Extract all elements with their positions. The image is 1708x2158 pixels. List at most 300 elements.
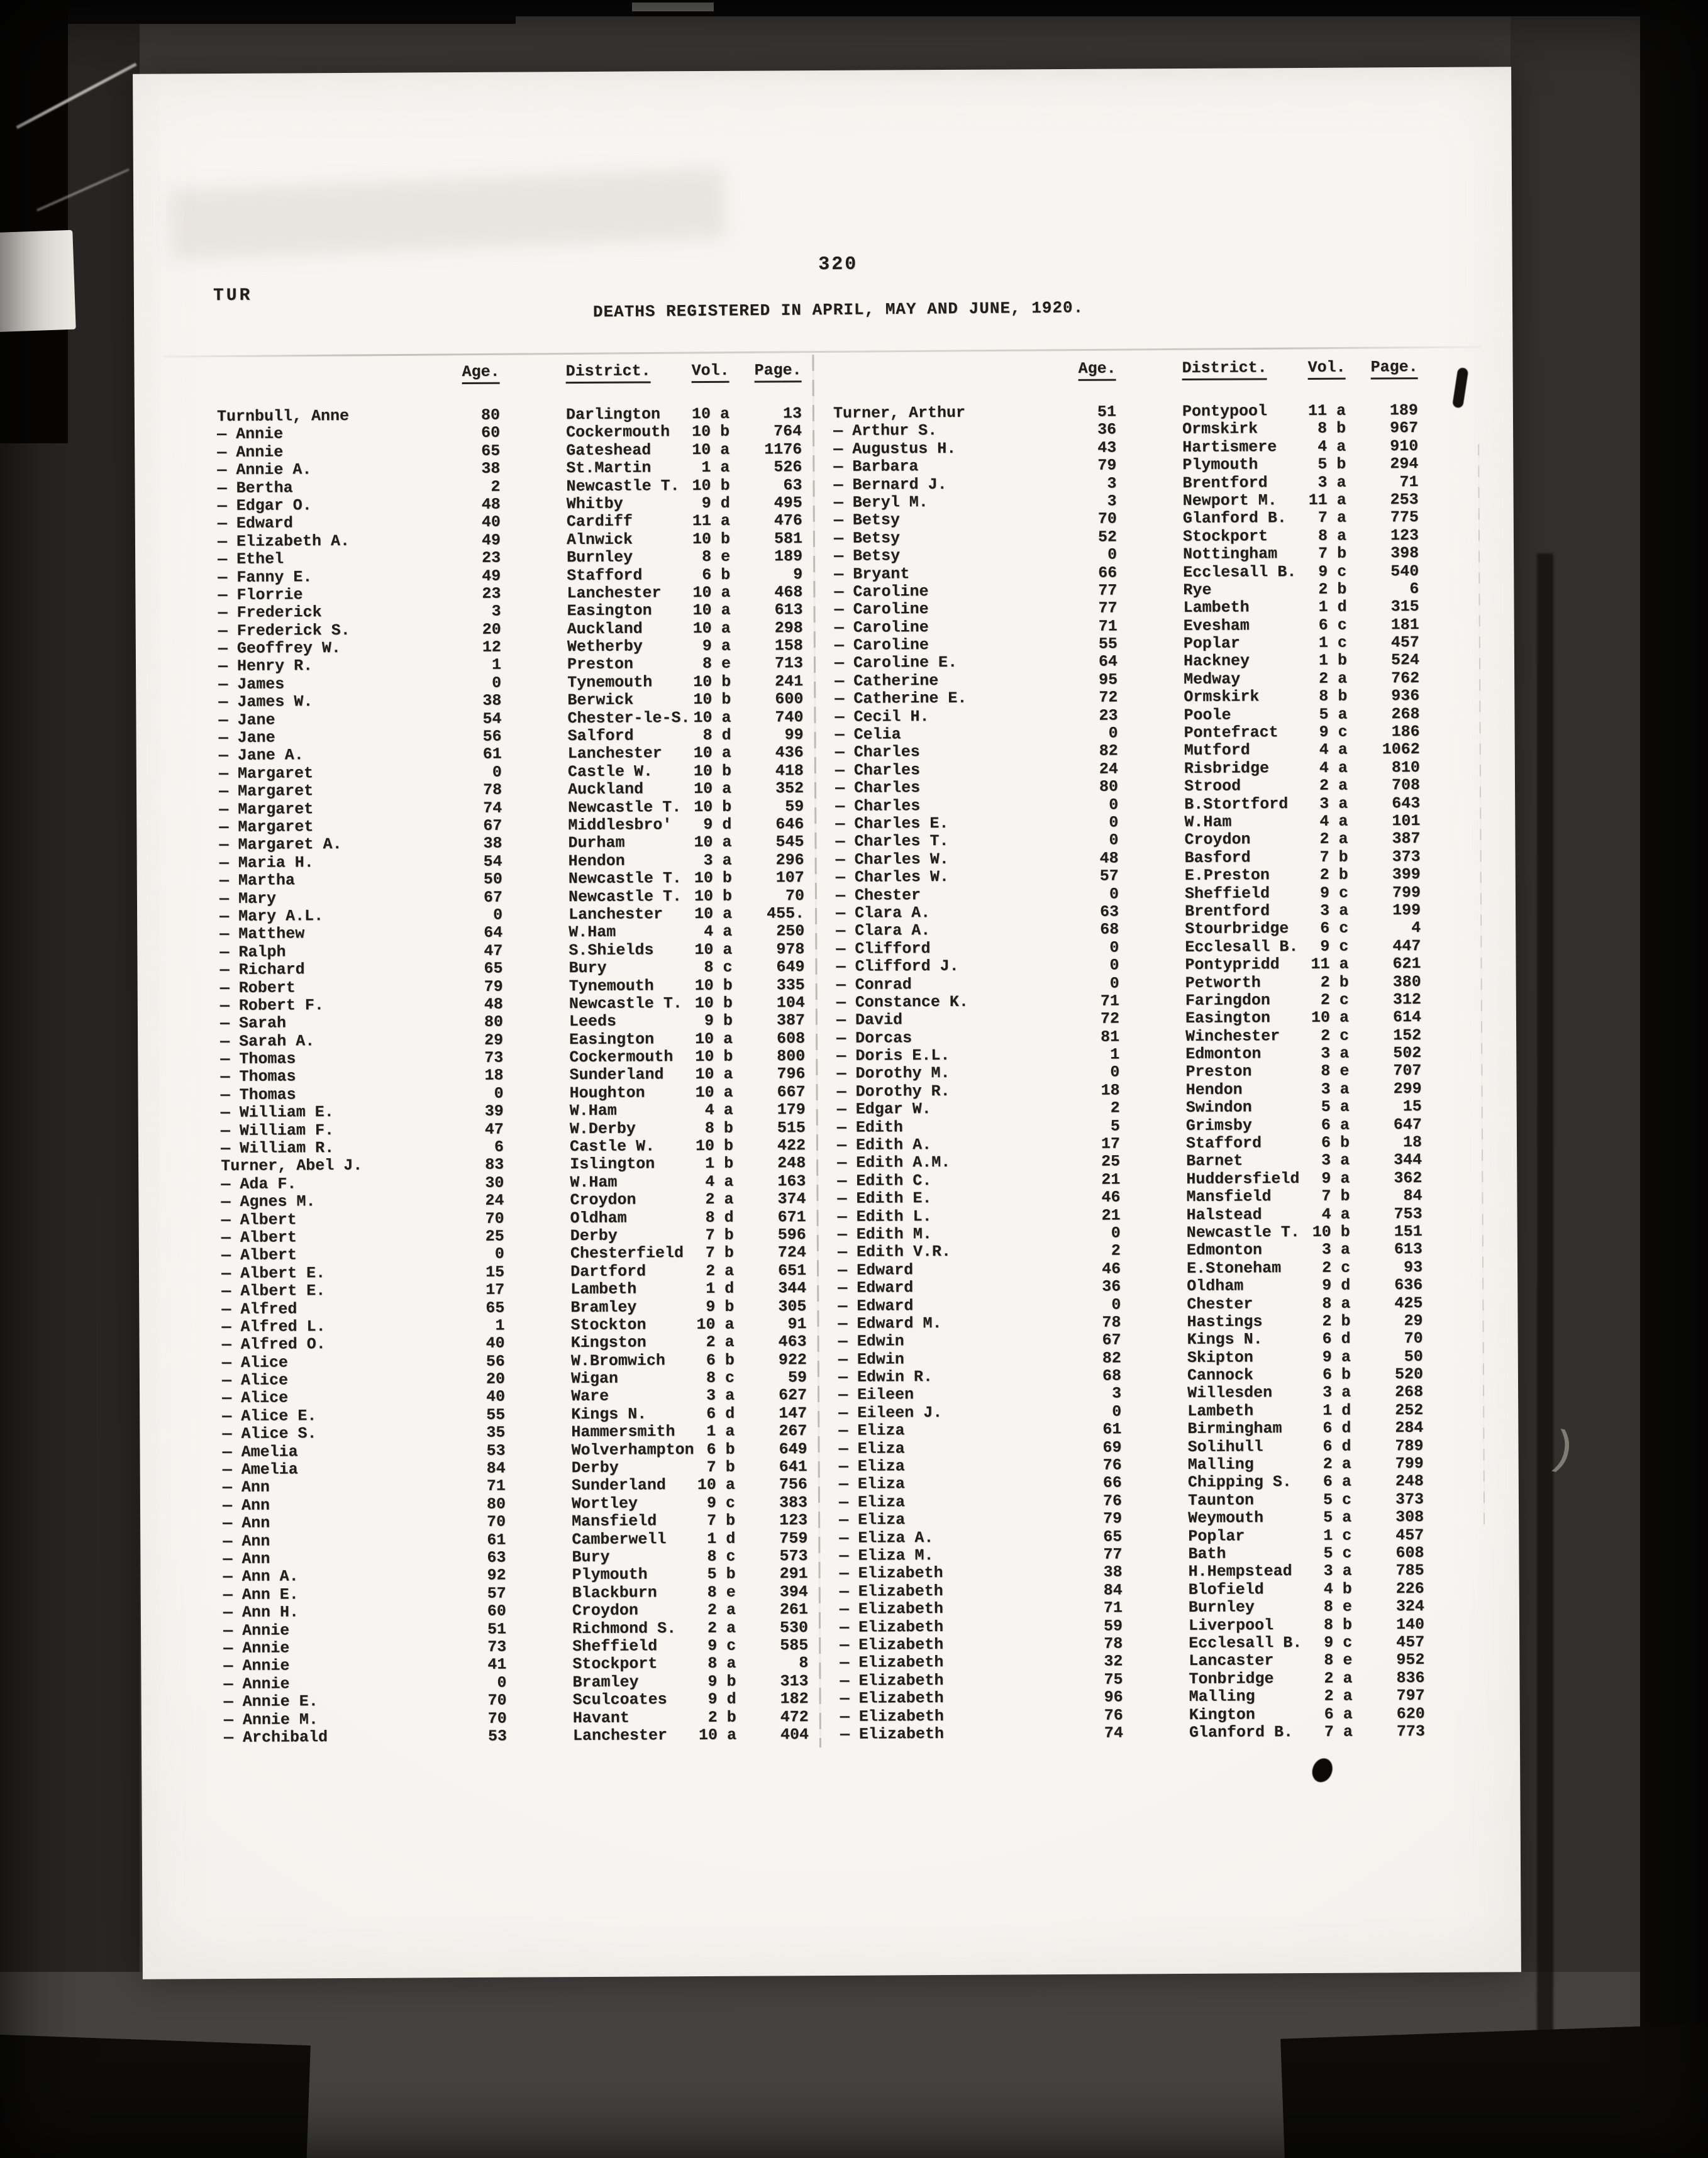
page-cell: 530 <box>779 1618 809 1637</box>
header-spacer <box>499 362 565 407</box>
vol-cell: 9 a <box>702 636 731 656</box>
spacer-cell <box>1117 582 1183 600</box>
spacer-cell <box>506 1620 572 1639</box>
vol-cell: 10 a <box>695 1083 733 1102</box>
vol-cell: 4 a <box>1319 741 1348 760</box>
age-cell: 71 <box>1100 992 1119 1010</box>
age-cell: 0 <box>493 905 503 924</box>
age-cell: 40 <box>486 1388 506 1407</box>
vol-cell: 8 d <box>705 1208 734 1227</box>
spacer-cell <box>1116 403 1182 421</box>
age-cell: 68 <box>1100 920 1119 939</box>
spacer-cell <box>500 478 566 496</box>
age-cell: 63 <box>1099 902 1119 921</box>
age-cell: 51 <box>487 1620 507 1639</box>
page-cell: 140 <box>1395 1615 1425 1634</box>
name-cell: — Edward M. <box>838 1314 942 1333</box>
spacer-cell <box>1121 1439 1187 1457</box>
age-cell: 0 <box>494 1245 504 1264</box>
vol-cell: 7 b <box>706 1458 735 1477</box>
name-cell: — Dorothy M. <box>836 1064 950 1083</box>
page-cell: 344 <box>778 1279 807 1298</box>
page-cell: 910 <box>1390 436 1419 456</box>
page-cell: 520 <box>1394 1365 1424 1384</box>
page-cell: 649 <box>776 958 805 977</box>
vol-cell: 10 b <box>694 868 732 888</box>
district-cell: E.Stoneham <box>1186 1258 1282 1278</box>
page-cell: 398 <box>1390 544 1419 563</box>
district-cell: Medway <box>1184 670 1241 689</box>
vol-cell: 9 c <box>707 1636 736 1655</box>
name-cell: — Annie A. <box>217 460 312 480</box>
spacer-cell <box>1121 1296 1187 1314</box>
district-cell: Sculcoates <box>572 1690 667 1710</box>
vol-cell: 4 a <box>704 922 733 941</box>
age-cell: 2 <box>1111 1241 1121 1260</box>
district-cell: Wetherby <box>567 637 643 656</box>
page-cell: 627 <box>779 1386 807 1405</box>
name-cell: — Frederick <box>218 603 322 622</box>
district-cell: Sheffield <box>1184 883 1270 903</box>
vol-cell: 6 a <box>1324 1705 1353 1724</box>
name-cell: — Clifford J. <box>836 957 959 977</box>
spacer-cell <box>504 1263 570 1281</box>
name-cell: — Edith C. <box>837 1171 932 1190</box>
name-cell: — Frederick S. <box>218 621 350 640</box>
vol-cell: 2 a <box>1319 776 1348 795</box>
vol-cell: 3 a <box>703 851 732 870</box>
name-cell: — Elizabeth <box>840 1707 944 1726</box>
spacer-cell <box>501 602 567 621</box>
name-cell: — Alice <box>221 1371 289 1390</box>
spacer-cell <box>1119 1028 1185 1046</box>
age-cell: 17 <box>485 1280 505 1299</box>
page-cell: 596 <box>777 1226 806 1244</box>
district-cell: Chester-le-S. <box>567 708 690 728</box>
age-cell: 71 <box>486 1477 506 1496</box>
vol-cell: 2 b <box>1318 580 1347 599</box>
spacer-cell <box>1121 1314 1187 1332</box>
spacer-cell <box>1119 975 1185 993</box>
district-cell: Stockport <box>572 1654 658 1674</box>
vol-cell: 2 a <box>705 1190 734 1209</box>
name-cell: — Cecil H. <box>835 707 929 726</box>
spacer-cell <box>1123 1617 1189 1635</box>
page-cell: 123 <box>1390 526 1419 545</box>
name-cell: — Doris E.L. <box>836 1046 950 1065</box>
district-cell: Strood <box>1184 777 1241 796</box>
vol-cell: 3 a <box>1323 1562 1352 1581</box>
vol-cell: 10 b <box>694 976 733 995</box>
name-cell: — Edgar O. <box>217 496 312 516</box>
vol-cell: 8 e <box>702 547 731 567</box>
page-cell: 179 <box>777 1100 806 1119</box>
spacer-cell <box>1121 1260 1187 1278</box>
spacer-cell <box>504 1085 570 1103</box>
vol-cell: 3 a <box>1319 794 1348 813</box>
spacer-cell <box>1117 707 1184 725</box>
spacer-cell <box>505 1424 571 1442</box>
district-cell: Tynemouth <box>567 673 653 692</box>
age-cell: 0 <box>1109 956 1119 975</box>
page-cell: 1176 <box>764 440 802 459</box>
vol-cell: 8 e <box>1324 1651 1353 1670</box>
page-cell: 63 <box>783 475 802 494</box>
page-cell: 472 <box>780 1707 809 1726</box>
district-cell: Bramley <box>570 1298 637 1317</box>
spacer-cell <box>505 1370 571 1388</box>
spacer-cell <box>1122 1456 1188 1475</box>
right-divider-line <box>1478 445 1485 1526</box>
page-cell: 785 <box>1395 1561 1424 1580</box>
district-cell: Mansfield <box>572 1512 657 1531</box>
page-cell: 248 <box>1395 1472 1424 1491</box>
spacer-cell <box>1116 456 1182 475</box>
page-cell: 299 <box>1393 1079 1422 1098</box>
district-cell: E.Preston <box>1184 866 1270 885</box>
district-cell: Chipping S. <box>1187 1473 1292 1492</box>
district-cell: Havant <box>572 1708 629 1727</box>
spacer-cell <box>504 1192 570 1210</box>
page-cell: 152 <box>1393 1026 1422 1044</box>
age-cell: 81 <box>1101 1027 1120 1046</box>
spacer-cell <box>1123 1599 1189 1617</box>
spacer-cell <box>502 870 568 888</box>
name-header-spacer <box>216 363 449 408</box>
name-cell: — Caroline <box>834 600 929 619</box>
vol-cell: 6 d <box>1323 1419 1351 1438</box>
page-cell: 620 <box>1396 1704 1425 1723</box>
district-cell: Easington <box>569 1030 655 1049</box>
margin-scratch-mark: ) <box>1543 1422 1582 1480</box>
district-cell: Dartford <box>570 1262 646 1281</box>
name-cell: — William E. <box>220 1103 334 1122</box>
age-cell: 64 <box>1098 653 1118 672</box>
age-cell: 46 <box>1101 1188 1121 1207</box>
vol-cell: 10 b <box>692 529 731 548</box>
spacer-cell <box>1122 1528 1188 1546</box>
age-cell: 49 <box>482 567 501 585</box>
vol-cell: 8 a <box>1322 1294 1351 1313</box>
vol-cell: 3 a <box>1321 1044 1350 1063</box>
spacer-cell <box>502 799 568 817</box>
name-cell: — Albert E. <box>221 1281 326 1301</box>
district-cell: Nottingham <box>1183 545 1278 564</box>
age-cell: 78 <box>1104 1634 1123 1653</box>
name-cell: — Edith E. <box>837 1189 932 1209</box>
name-cell: — Bertha <box>217 478 293 497</box>
page-cell: 241 <box>775 672 804 691</box>
spacer-cell <box>1119 992 1185 1010</box>
page-cell: 799 <box>1392 883 1421 902</box>
page-cell: 387 <box>776 1011 806 1030</box>
name-cell: — Caroline E. <box>834 653 958 673</box>
district-cell: Rye <box>1183 580 1212 599</box>
vol-cell: 9 d <box>701 494 730 512</box>
spacer-cell <box>501 531 567 550</box>
vol-column-header: Vol. <box>1307 358 1345 402</box>
name-cell: — Catherine <box>835 671 939 690</box>
name-cell: — Charles <box>835 778 921 798</box>
spacer-cell <box>505 1334 571 1353</box>
district-cell: Barnet <box>1186 1151 1243 1171</box>
district-cell: Poplar <box>1188 1527 1245 1546</box>
district-cell: Darlington <box>565 405 661 424</box>
scan-edge-notch <box>0 230 76 333</box>
page-cell: 313 <box>780 1671 809 1691</box>
spacer-cell <box>1118 742 1184 760</box>
name-cell: — Beryl M. <box>833 493 928 512</box>
page-cell: 447 <box>1392 936 1421 956</box>
vol-cell: 6 b <box>1322 1365 1351 1384</box>
spacer-cell <box>507 1691 573 1710</box>
age-cell: 0 <box>1107 545 1117 564</box>
name-cell: — Margaret <box>219 799 314 819</box>
name-cell: — Thomas <box>220 1049 296 1069</box>
district-cell: Lanchester <box>567 744 662 763</box>
name-cell: — Albert <box>221 1210 297 1229</box>
district-cell: Sheffield <box>572 1637 658 1656</box>
vol-cell: 11 a <box>1311 954 1349 974</box>
age-cell: 74 <box>483 799 502 817</box>
district-cell: Bramley <box>572 1673 639 1691</box>
vol-cell: 8 b <box>1323 1615 1353 1634</box>
age-cell: 65 <box>484 959 503 978</box>
district-cell: Kingston <box>570 1333 646 1353</box>
vol-cell: 10 a <box>692 619 731 638</box>
district-cell: Plymouth <box>572 1565 648 1585</box>
name-cell: — Alfred L. <box>221 1317 326 1336</box>
age-cell: 36 <box>1102 1277 1121 1296</box>
page-cell: 713 <box>774 654 804 673</box>
name-cell: — Elizabeth <box>839 1600 943 1619</box>
vol-cell: 10 a <box>692 440 730 459</box>
age-cell: 2 <box>491 477 501 496</box>
page-cell: 104 <box>776 993 805 1012</box>
spacer-cell <box>503 1031 569 1049</box>
spacer-cell <box>506 1585 572 1603</box>
scan-bottom-left-shadow <box>0 2034 311 2158</box>
district-cell: Liverpool <box>1188 1615 1274 1635</box>
name-cell: — Eliza <box>839 1510 906 1530</box>
age-cell: 40 <box>485 1334 505 1353</box>
age-cell: 57 <box>1099 866 1119 885</box>
district-cell: Bury <box>572 1547 610 1567</box>
vol-cell: 10 a <box>694 833 732 852</box>
district-cell: Middlesbro' <box>568 816 672 835</box>
spacer-cell <box>1119 939 1185 957</box>
page-cell: 248 <box>777 1154 806 1173</box>
spacer-cell <box>506 1656 572 1674</box>
register-column-right <box>833 358 1431 1744</box>
page-cell: 797 <box>1396 1686 1425 1705</box>
spacer-cell <box>502 906 568 924</box>
page-cell: 1062 <box>1382 740 1420 759</box>
age-cell: 80 <box>484 1012 504 1032</box>
spacer-cell <box>504 1210 570 1228</box>
vol-cell: 8 c <box>706 1368 735 1388</box>
spacer-cell <box>1122 1474 1188 1492</box>
age-cell: 20 <box>482 620 501 639</box>
district-cell: Pontypool <box>1182 402 1268 421</box>
spacer-cell <box>506 1513 572 1531</box>
spacer-cell <box>501 514 567 532</box>
spacer-cell <box>1119 849 1185 868</box>
page-cell: 581 <box>774 529 803 548</box>
vol-cell: 2 a <box>707 1618 736 1637</box>
name-cell: — Alfred O. <box>221 1335 326 1354</box>
spacer-cell <box>1120 1117 1186 1136</box>
page-cell: 267 <box>779 1422 807 1441</box>
spacer-cell <box>1119 921 1185 939</box>
name-cell: — Edith M. <box>837 1225 932 1244</box>
name-cell: — Ralph <box>219 943 286 961</box>
name-cell: — Alice <box>221 1353 288 1372</box>
page-cell: 91 <box>787 1315 807 1334</box>
vol-cell: 4 a <box>1319 812 1348 831</box>
name-cell: — Elizabeth <box>840 1635 944 1654</box>
age-cell: 0 <box>1109 938 1119 957</box>
name-cell: — Sarah A. <box>220 1031 315 1051</box>
vol-cell: 1 d <box>707 1529 736 1548</box>
name-cell: — Fanny E. <box>218 567 313 587</box>
page-cell: 724 <box>777 1243 806 1262</box>
age-cell: 55 <box>486 1405 506 1424</box>
page-cell: 344 <box>1394 1151 1422 1170</box>
age-cell: 80 <box>480 406 501 424</box>
district-cell: Poole <box>1184 706 1231 724</box>
page-cell: 457 <box>1396 1632 1425 1652</box>
name-cell: Turnbull, Anne <box>216 406 350 426</box>
age-cell: 20 <box>485 1370 506 1388</box>
name-cell: — Annie <box>217 443 284 462</box>
district-cell: Auckland <box>567 619 643 638</box>
spacer-cell <box>1119 1082 1185 1100</box>
district-cell: Croydon <box>570 1190 636 1210</box>
age-cell: 18 <box>484 1066 504 1085</box>
spacer-cell <box>504 1102 570 1120</box>
register-column-left <box>216 361 815 1747</box>
vol-cell: 7 b <box>705 1226 734 1244</box>
spacer-cell <box>1116 439 1182 457</box>
vol-cell: 4 a <box>1321 1205 1350 1224</box>
district-cell: B.Stortford <box>1184 794 1289 814</box>
age-cell: 47 <box>484 941 503 960</box>
district-cell: Durham <box>568 834 625 853</box>
district-cell: Whitby <box>566 494 623 514</box>
spacer-cell <box>1117 689 1184 707</box>
spacer-cell <box>502 728 568 746</box>
page-cell: 800 <box>777 1047 806 1066</box>
district-cell: Wigan <box>570 1369 619 1388</box>
page-cell: 123 <box>779 1511 808 1530</box>
district-cell: Lanchester <box>567 584 662 603</box>
district-cell: S.Shields <box>568 941 654 960</box>
district-cell: Newcastle T. <box>568 869 682 888</box>
spacer-cell <box>504 1174 570 1192</box>
age-cell: 53 <box>486 1441 506 1460</box>
district-cell: Derby <box>570 1226 618 1246</box>
table-header <box>833 358 1424 405</box>
page-cell: 502 <box>1393 1044 1422 1063</box>
vol-cell: 1 a <box>706 1422 735 1441</box>
age-cell: 25 <box>1101 1152 1121 1171</box>
district-cell: Pontefract <box>1184 723 1278 743</box>
page-cell: 250 <box>776 922 805 941</box>
spacer-cell <box>505 1406 571 1424</box>
district-cell: Mutford <box>1184 741 1250 760</box>
vol-cell: 1 c <box>1318 633 1347 652</box>
page-cell: 613 <box>774 600 803 619</box>
vol-cell: 8 e <box>707 1583 736 1602</box>
district-cell: Stockton <box>570 1315 646 1335</box>
spacer-cell <box>500 424 566 443</box>
age-cell: 29 <box>484 1031 504 1049</box>
vol-cell: 9 d <box>707 1690 736 1709</box>
name-cell: — Elizabeth A. <box>217 531 350 551</box>
ink-dot-artifact <box>1309 1756 1336 1786</box>
page-cell: 671 <box>777 1207 806 1226</box>
spacer-cell <box>501 567 567 585</box>
age-cell: 40 <box>481 513 501 532</box>
spacer-cell <box>1123 1635 1189 1653</box>
name-cell: — Ann A. <box>223 1567 299 1586</box>
age-cell: 71 <box>1098 617 1117 636</box>
age-cell: 36 <box>1097 420 1117 440</box>
district-cell: Edmonton <box>1186 1241 1263 1260</box>
age-cell: 79 <box>484 977 503 996</box>
name-cell: — Ada F. <box>221 1175 297 1193</box>
district-cell: Newcastle T. <box>568 887 682 906</box>
age-cell: 0 <box>1111 1224 1121 1242</box>
page-cell: 199 <box>1392 900 1421 920</box>
page-cell: 651 <box>777 1261 807 1280</box>
age-cell: 70 <box>487 1512 506 1532</box>
age-cell: 72 <box>1100 1009 1120 1029</box>
age-cell: 79 <box>1103 1509 1123 1528</box>
page-cell: 621 <box>1392 954 1421 973</box>
name-cell: — Betsy <box>833 511 900 530</box>
age-cell: 39 <box>484 1102 504 1121</box>
vol-cell: 10 b <box>694 993 733 1012</box>
vol-cell: 10 a <box>692 583 731 602</box>
vol-cell: 7 b <box>1319 848 1348 866</box>
page-cell: 649 <box>779 1439 807 1459</box>
page-cell: 29 <box>1404 1311 1423 1331</box>
age-cell: 70 <box>487 1691 507 1710</box>
page-column-header: Page. <box>1345 358 1417 402</box>
name-cell: — Elizabeth <box>839 1581 943 1601</box>
age-cell: 3 <box>491 602 501 621</box>
name-cell: — Charles W. <box>835 868 949 887</box>
age-cell: 0 <box>1109 974 1119 993</box>
name-cell: — Charles W. <box>835 849 949 869</box>
name-cell: — Archibald <box>223 1728 328 1747</box>
page-cell: 425 <box>1394 1293 1423 1312</box>
district-cell: Oldham <box>1187 1276 1244 1296</box>
page-cell: 524 <box>1390 651 1420 670</box>
page-cell: 641 <box>779 1458 807 1476</box>
page-cell: 9 <box>793 565 803 584</box>
district-cell: Weymouth <box>1188 1508 1264 1528</box>
spacer-cell <box>502 924 568 942</box>
age-cell: 15 <box>485 1263 505 1281</box>
district-cell: Chesterfield <box>570 1244 684 1263</box>
district-cell: Taunton <box>1187 1491 1255 1510</box>
vol-cell: 10 b <box>693 761 731 780</box>
vol-cell: 4 b <box>1323 1580 1352 1598</box>
name-cell: — Mary <box>219 889 277 908</box>
